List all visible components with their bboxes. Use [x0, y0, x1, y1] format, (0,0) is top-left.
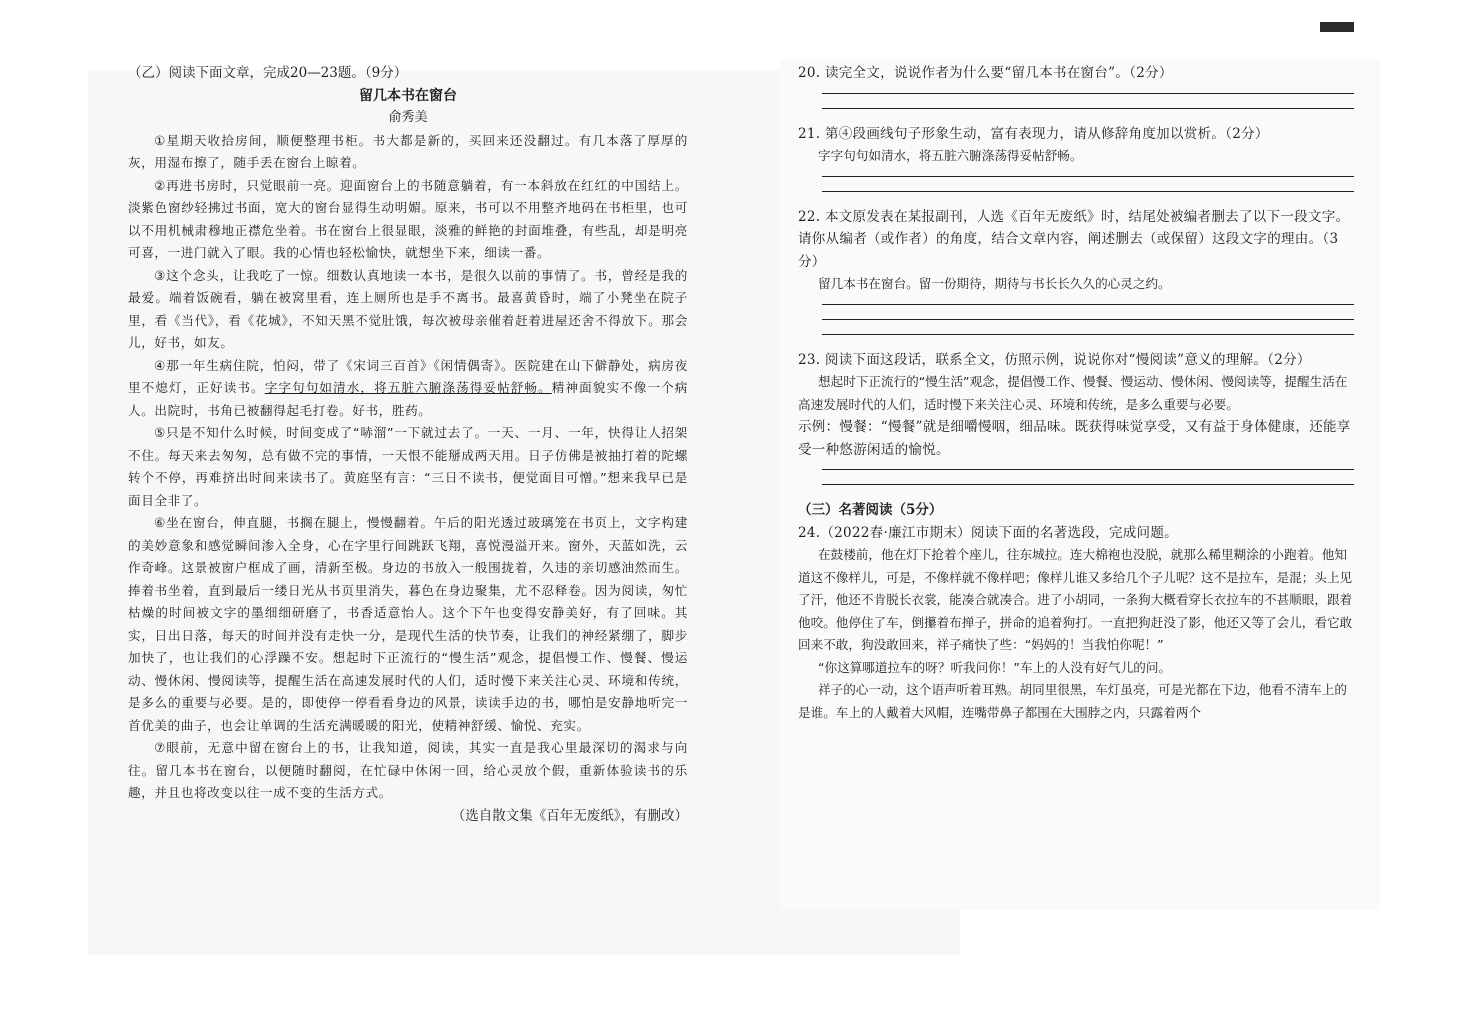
answer-line [822, 176, 1354, 177]
section-3-heading: （三）名著阅读（5分） [798, 502, 943, 518]
question-21: 21. 第④段画线句子形象生动，富有表现力，请从修辞角度加以赏析。（2分） [798, 125, 1269, 142]
question-23: 23. 阅读下面这段话，联系全文，仿照示例，说说你对“慢阅读”意义的理解。（2分） [798, 351, 1311, 368]
question-24: 24.（2022春·廉江市期末）阅读下面的名著选段，完成问题。 [798, 524, 1178, 541]
article-title: 留几本书在窗台 [359, 87, 457, 104]
answer-line [822, 319, 1354, 320]
page-corner-mark [1320, 22, 1354, 32]
paragraph-4-end: 精神面貌实不像一个病人。出院时，书角已被翻得起毛打卷。好书，胜药。 [128, 380, 689, 418]
answer-line [822, 334, 1354, 335]
question-23-quote: 想起时下正流行的“慢生活”观念，提倡慢工作、慢餐、慢运动、慢休闲、慢阅读等，提醒生活在高速发展时代的人们，适时慢下来关注心灵、环境和传统，是多么重要与必要。 [798, 374, 1348, 412]
question-24-paragraph-2: “你这算哪道拉车的呀？听我问你！”车上的人没有好气儿的问。 [818, 659, 1172, 675]
question-22-quote: 留几本书在窗台。留一份期待，期待与书长长久久的心灵之约。 [818, 276, 1171, 291]
paragraph-2: ②再进书房时，只觉眼前一亮。迎面窗台上的书随意躺着，有一本斜放在红红的中国结上。淡紫色窗纱轻拂过书面，宽大的窗台显得生动明媚。原来，书可以不用整齐地码在书柜里，也可以不用机械肃穆地正襟危坐着。书在窗台上很显眼，淡雅的鲜艳的封面堆叠，有些乱，却是明亮可喜，一进门就入了眼。我的心情也轻松愉快，就想坐下来，细读一番。 [128, 177, 688, 260]
article-source: （选自散文集《百年无废纸》，有删改） [451, 807, 688, 824]
answer-line [822, 484, 1354, 485]
paragraph-5: ⑤只是不知什么时候，时间变成了“哧溜”一下就过去了。一天、一月、一年，快得让人招架不住。每天来去匆匆，总有做不完的事情，一天恨不能掰成两天用。日子仿佛是被抽打着的陀螺转个不停，再难挤出时间来读书了。黄庭坚有言：“三日不读书，便觉面目可憎。”想来我早已是面目全非了。 [128, 425, 688, 508]
article-author: 俞秀美 [388, 110, 428, 125]
answer-line [822, 108, 1354, 109]
paragraph-7: ⑦眼前，无意中留在窗台上的书，让我知道，阅读，其实一直是我心里最深切的渴求与向往。留几本书在窗台，以便随时翻阅，在忙碌中休闲一回，给心灵放个假，重新体验读书的乐趣，并且也将改变以往一成不变的生活方式。 [128, 740, 688, 800]
answer-line [822, 469, 1354, 470]
paragraph-4 [128, 355, 688, 423]
question-24-paragraph-3: 祥子的心一动，这个语声听着耳熟。胡同里很黑，车灯虽亮，可是光都在下边，他看不清车上的是谁。车上的人戴着大风帽，连嘴带鼻子都围在大围脖之内，只露着两个 [798, 682, 1347, 720]
answer-line [822, 93, 1354, 94]
right-column [798, 62, 1358, 724]
question-21-quote: 字字句句如清水，将五脏六腑涤荡得妥帖舒畅。 [818, 148, 1083, 163]
paragraph-1: ①星期天收拾房间，顺便整理书柜。书大都是新的，买回来还没翻过。有几本落了厚厚的灰，用湿布擦了，随手丢在窗台上晾着。 [128, 132, 688, 170]
answer-line [822, 304, 1354, 305]
paragraph-4-start: ④那一年生病住院，怕闷，带了《宋词三百首》《闲情偶寄》。医院建在山下僻静处，病房夜里不熄灯，正好读书。 [128, 357, 688, 395]
left-column [128, 62, 688, 827]
paragraph-6: ⑥坐在窗台，伸直腿，书搁在腿上，慢慢翻着。午后的阳光透过玻璃笼在书页上，文字构建的美妙意象和感觉瞬间渗入全身，心在字里行间跳跃飞翔，喜悦漫溢开来。窗外，天蓝如洗，云作奇峰。这景被窗户框成了画，清新至极。身边的书放入一般围拢着，久违的亲切感油然而生。捧着书坐着，直到最后一缕日光从书页里消失，暮色在身边聚集，尤不忍释卷。因为阅读，匆忙枯燥的时间被文字的墨细细研磨了，书香适意怡人。这个下午也变得安静美好，有了回味。其实，日出日落，每天的时间并没有走快一分，是现代生活的快节奏，让我们的神经紧绷了，脚步加快了，也让我们的心浮躁不安。想起时下正流行的“慢生活”观念，提倡慢工作、慢餐、慢运动、慢休闲、慢阅读等，提醒生活在高速发展时代的人们，适时慢下来关注心灵、环境和传统，是多么的重要与必要。是的，即使停一停看看身边的风景，读读手边的书，哪怕是安静地听完一首优美的曲子，也会让单调的生活充满暖暖的阳光，使精神舒缓、愉悦、充实。 [128, 515, 688, 733]
question-20: 20. 读完全文，说说作者为什么要“留几本书在窗台”。（2分） [798, 65, 1173, 81]
question-23-example: 示例：慢餐：“慢餐”就是细嚼慢咽，细品味。既获得味觉享受，又有益于身体健康，还能享受一种悠游闲适的愉悦。 [798, 419, 1351, 458]
underlined-sentence: 字字句句如清水，将五脏六腑涤荡得妥帖舒畅。 [264, 380, 552, 395]
section-intro: （乙）阅读下面文章，完成20—23题。（9分） [128, 65, 408, 81]
question-22: 22. 本文原发表在某报副刊，人选《百年无废纸》时，结尾处被编者删去了以下一段文字。请你从编者（或作者）的角度，结合文章内容，阐述删去（或保留）这段文字的理由。（3分） [798, 208, 1350, 270]
paragraph-3: ③这个念头，让我吃了一惊。细数认真地读一本书，是很久以前的事情了。书，曾经是我的最爱。端着饭碗看，躺在被窝里看，连上厕所也是手不离书。最喜黄昏时，端了小凳坐在院子里，看《当代》，看《花城》，不知天黑不觉肚饿，每次被母亲催着赶着进屋还舍不得放下。那会儿，好书，如友。 [128, 267, 688, 350]
answer-line [822, 191, 1354, 192]
question-24-paragraph-1: 在鼓楼前，他在灯下抢着个座儿，往东城拉。连大棉袍也没脱，就那么稀里糊涂的小跑着。他知道这不像样儿，可是，不像样就不像样吧；像样儿谁又多给几个子儿呢？这不是拉车，是混；头上见了汗，他还不肯脱长衣裳，能凑合就凑合。进了小胡同，一条狗大概看穿长衣拉车的不甚顺眼，跟着他咬。他停住了车，倒攥着布掸子，拼命的追着狗打。一直把狗赶没了影，他还又等了会儿，看它敢回来不敢，狗没敢回来，祥子痛快了些：“妈妈的！当我怕你呢！” [798, 547, 1353, 652]
